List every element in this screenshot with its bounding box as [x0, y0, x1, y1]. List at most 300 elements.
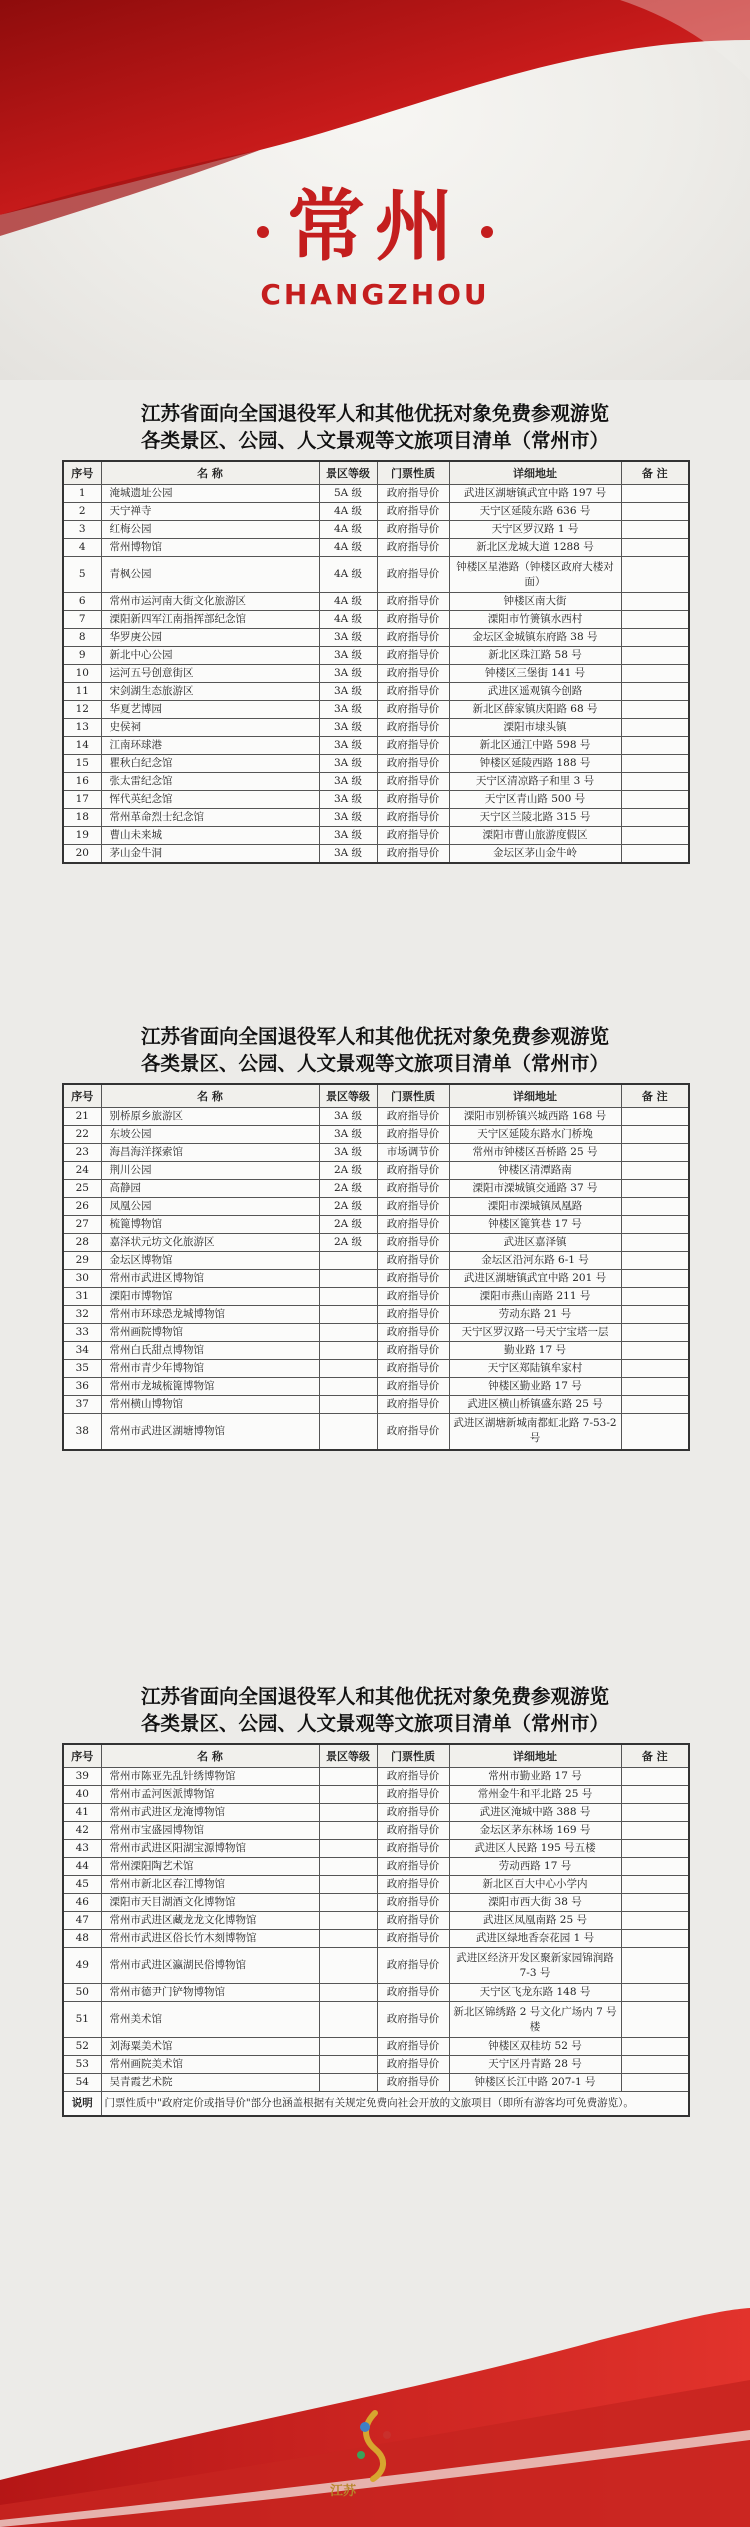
table-row — [63, 521, 689, 539]
cell-no: 47 — [63, 1912, 101, 1930]
cell-level — [319, 1840, 377, 1858]
cell-name: 吴青霞艺术院 — [101, 2074, 319, 2092]
cell-nature: 政府指导价 — [377, 701, 449, 719]
cell-level: 3A 级 — [319, 647, 377, 665]
cell-name: 常州市武进区瀛湖民俗博物馆 — [101, 1948, 319, 1984]
cell-nature: 政府指导价 — [377, 503, 449, 521]
cell-address: 新北区百大中心小学内 — [449, 1876, 621, 1894]
section-3 — [62, 1683, 688, 2117]
cell-no: 42 — [63, 1822, 101, 1840]
cell-level: 2A 级 — [319, 1180, 377, 1198]
header-no: 序号 — [63, 1744, 101, 1768]
cell-address: 钟楼区星港路（钟楼区政府大楼对面） — [449, 557, 621, 593]
cell-level: 4A 级 — [319, 521, 377, 539]
cell-level — [319, 1912, 377, 1930]
cell-no: 36 — [63, 1378, 101, 1396]
cell-level — [319, 1378, 377, 1396]
city-subtitle: CHANGZHOU — [260, 278, 490, 311]
cell-remark — [621, 2002, 689, 2038]
cell-level: 3A 级 — [319, 1144, 377, 1162]
title-dot-right — [481, 226, 493, 238]
cell-nature: 政府指导价 — [377, 521, 449, 539]
cell-level: 5A 级 — [319, 485, 377, 503]
cell-name: 运河五号创意街区 — [101, 665, 319, 683]
cell-name: 溧阳新四军江南指挥部纪念馆 — [101, 611, 319, 629]
cell-remark — [621, 755, 689, 773]
cell-name: 常州市陈亚先乱针绣博物馆 — [101, 1768, 319, 1786]
section-2-title — [62, 1023, 688, 1077]
cell-address: 武进区绿地香奈花园 1 号 — [449, 1930, 621, 1948]
cell-no: 24 — [63, 1162, 101, 1180]
cell-address: 溧阳市埭头镇 — [449, 719, 621, 737]
cell-level: 3A 级 — [319, 755, 377, 773]
cell-name: 常州溧阳陶艺术馆 — [101, 1858, 319, 1876]
cell-address: 钟楼区勤业路 17 号 — [449, 1378, 621, 1396]
cell-name: 新北中心公园 — [101, 647, 319, 665]
table-row — [63, 1270, 689, 1288]
cell-address: 勤业路 17 号 — [449, 1342, 621, 1360]
cell-name: 常州博物馆 — [101, 539, 319, 557]
cell-nature: 政府指导价 — [377, 1894, 449, 1912]
cell-name: 梳篦博物馆 — [101, 1216, 319, 1234]
table-row — [63, 1858, 689, 1876]
cell-level: 3A 级 — [319, 845, 377, 863]
cell-nature: 政府指导价 — [377, 791, 449, 809]
cell-remark — [621, 1252, 689, 1270]
cell-name: 史侯祠 — [101, 719, 319, 737]
cell-name: 常州市环球恐龙城博物馆 — [101, 1306, 319, 1324]
cell-address: 天宁区丹青路 28 号 — [449, 2056, 621, 2074]
cell-address: 溧阳市竹箦镇水西村 — [449, 611, 621, 629]
cell-nature: 政府指导价 — [377, 1288, 449, 1306]
cell-no: 31 — [63, 1288, 101, 1306]
table-row — [63, 1984, 689, 2002]
table-row — [63, 1162, 689, 1180]
cell-name: 宋剑湖生态旅游区 — [101, 683, 319, 701]
cell-level — [319, 1252, 377, 1270]
cell-nature: 政府指导价 — [377, 809, 449, 827]
cell-level: 4A 级 — [319, 593, 377, 611]
cell-remark — [621, 1396, 689, 1414]
cell-name: 常州画院美术馆 — [101, 2056, 319, 2074]
cell-address: 钟楼区三堡街 141 号 — [449, 665, 621, 683]
cell-no: 39 — [63, 1768, 101, 1786]
section-3-title — [62, 1683, 688, 1737]
cell-name: 瞿秋白纪念馆 — [101, 755, 319, 773]
header-nature: 门票性质 — [377, 1744, 449, 1768]
table-row — [63, 701, 689, 719]
cell-remark — [621, 593, 689, 611]
cell-name: 茅山金牛洞 — [101, 845, 319, 863]
table-row — [63, 1306, 689, 1324]
table-row — [63, 1396, 689, 1414]
cell-nature: 政府指导价 — [377, 1108, 449, 1126]
table-3 — [62, 1743, 690, 2117]
cell-no: 23 — [63, 1144, 101, 1162]
cell-nature: 政府指导价 — [377, 593, 449, 611]
cell-level: 3A 级 — [319, 809, 377, 827]
cell-remark — [621, 1948, 689, 1984]
header-name: 名 称 — [101, 461, 319, 485]
cell-address: 武进区经济开发区聚新家园锦润路 7-3 号 — [449, 1948, 621, 1984]
cell-name: 常州美术馆 — [101, 2002, 319, 2038]
cell-name: 常州革命烈士纪念馆 — [101, 809, 319, 827]
table-row — [63, 1252, 689, 1270]
cell-nature: 政府指导价 — [377, 1984, 449, 2002]
cell-address: 新北区珠江路 58 号 — [449, 647, 621, 665]
cell-no: 12 — [63, 701, 101, 719]
cell-no: 32 — [63, 1306, 101, 1324]
cell-remark — [621, 719, 689, 737]
cell-level: 4A 级 — [319, 557, 377, 593]
cell-nature: 政府指导价 — [377, 2002, 449, 2038]
cell-remark — [621, 1768, 689, 1786]
table-row — [63, 737, 689, 755]
header-name: 名 称 — [101, 1084, 319, 1108]
cell-nature: 政府指导价 — [377, 1234, 449, 1252]
cell-level — [319, 1804, 377, 1822]
cell-level — [319, 1288, 377, 1306]
cell-name: 金坛区博物馆 — [101, 1252, 319, 1270]
cell-nature: 政府指导价 — [377, 1216, 449, 1234]
cell-address: 常州市钟楼区吾桥路 25 号 — [449, 1144, 621, 1162]
table-row — [63, 485, 689, 503]
cell-no: 2 — [63, 503, 101, 521]
cell-nature: 政府指导价 — [377, 1930, 449, 1948]
cell-nature: 政府指导价 — [377, 1270, 449, 1288]
cell-remark — [621, 1180, 689, 1198]
table-1 — [62, 460, 690, 864]
cell-remark — [621, 1306, 689, 1324]
header-banner — [0, 0, 750, 380]
cell-name: 曹山未来城 — [101, 827, 319, 845]
table-row — [63, 1768, 689, 1786]
table-row — [63, 1198, 689, 1216]
cell-no: 10 — [63, 665, 101, 683]
cell-no: 20 — [63, 845, 101, 863]
header-remark: 备 注 — [621, 461, 689, 485]
cell-nature: 政府指导价 — [377, 1324, 449, 1342]
cell-address: 天宁区罗汉路一号天宁宝塔一层 — [449, 1324, 621, 1342]
cell-address: 金坛区金城镇东府路 38 号 — [449, 629, 621, 647]
cell-name: 淹城遗址公园 — [101, 485, 319, 503]
cell-no: 13 — [63, 719, 101, 737]
cell-name: 常州横山博物馆 — [101, 1396, 319, 1414]
cell-name: 溧阳市天目湖酒文化博物馆 — [101, 1894, 319, 1912]
cell-address: 新北区龙城大道 1288 号 — [449, 539, 621, 557]
jiangsu-tourism-logo-icon — [345, 2405, 405, 2485]
cell-level — [319, 1324, 377, 1342]
cell-level: 3A 级 — [319, 773, 377, 791]
table-row — [63, 539, 689, 557]
cell-address: 溧阳市燕山南路 211 号 — [449, 1288, 621, 1306]
table-row — [63, 1288, 689, 1306]
cell-nature: 政府指导价 — [377, 2056, 449, 2074]
cell-name: 华罗庚公园 — [101, 629, 319, 647]
cell-nature: 政府指导价 — [377, 755, 449, 773]
cell-level — [319, 1306, 377, 1324]
cell-remark — [621, 1288, 689, 1306]
table-row — [63, 665, 689, 683]
cell-nature: 政府指导价 — [377, 1360, 449, 1378]
cell-no: 9 — [63, 647, 101, 665]
cell-remark — [621, 1360, 689, 1378]
cell-no: 37 — [63, 1396, 101, 1414]
city-title — [0, 182, 750, 272]
city-title-text: 常州 — [286, 182, 463, 272]
cell-remark — [621, 1894, 689, 1912]
cell-level: 4A 级 — [319, 503, 377, 521]
cell-no: 21 — [63, 1108, 101, 1126]
cell-remark — [621, 1162, 689, 1180]
cell-nature: 政府指导价 — [377, 1822, 449, 1840]
cell-remark — [621, 827, 689, 845]
cell-no: 25 — [63, 1180, 101, 1198]
header-no: 序号 — [63, 1084, 101, 1108]
table-row — [63, 1414, 689, 1450]
cell-remark — [621, 701, 689, 719]
cell-nature: 政府指导价 — [377, 557, 449, 593]
cell-address: 武进区湖塘镇武宜中路 197 号 — [449, 485, 621, 503]
cell-name: 青枫公园 — [101, 557, 319, 593]
cell-name: 溧阳市博物馆 — [101, 1288, 319, 1306]
cell-address: 天宁区清凉路子和里 3 号 — [449, 773, 621, 791]
cell-nature: 政府指导价 — [377, 539, 449, 557]
cell-address: 溧阳市别桥镇兴城西路 168 号 — [449, 1108, 621, 1126]
cell-nature: 政府指导价 — [377, 1342, 449, 1360]
cell-nature: 政府指导价 — [377, 1378, 449, 1396]
cell-address: 天宁区飞龙东路 148 号 — [449, 1984, 621, 2002]
table-row — [63, 1108, 689, 1126]
cell-address: 新北区通江中路 598 号 — [449, 737, 621, 755]
cell-level — [319, 1270, 377, 1288]
cell-no: 30 — [63, 1270, 101, 1288]
cell-nature: 政府指导价 — [377, 773, 449, 791]
cell-nature: 政府指导价 — [377, 1804, 449, 1822]
cell-remark — [621, 1126, 689, 1144]
cell-nature: 政府指导价 — [377, 665, 449, 683]
cell-name: 常州画院博物馆 — [101, 1324, 319, 1342]
cell-name: 常州市运河南大街文化旅游区 — [101, 593, 319, 611]
cell-address: 金坛区茅山金牛岭 — [449, 845, 621, 863]
cell-address: 劳动东路 21 号 — [449, 1306, 621, 1324]
table-row — [63, 1216, 689, 1234]
cell-name: 江南环球港 — [101, 737, 319, 755]
table-row — [63, 1786, 689, 1804]
cell-level: 2A 级 — [319, 1162, 377, 1180]
cell-remark — [621, 1930, 689, 1948]
cell-remark — [621, 1858, 689, 1876]
table-row — [63, 719, 689, 737]
cell-remark — [621, 773, 689, 791]
cell-address: 天宁区延陵东路 636 号 — [449, 503, 621, 521]
cell-remark — [621, 1378, 689, 1396]
table-row — [63, 1876, 689, 1894]
cell-nature: 政府指导价 — [377, 1162, 449, 1180]
cell-level — [319, 1768, 377, 1786]
cell-level: 3A 级 — [319, 665, 377, 683]
cell-address: 溧阳市溧城镇交通路 37 号 — [449, 1180, 621, 1198]
table-row — [63, 1804, 689, 1822]
cell-remark — [621, 1108, 689, 1126]
cell-name: 常州白氏甜点博物馆 — [101, 1342, 319, 1360]
cell-address: 金坛区沿河东路 6-1 号 — [449, 1252, 621, 1270]
section-1 — [62, 400, 688, 864]
cell-level — [319, 1786, 377, 1804]
cell-no: 49 — [63, 1948, 101, 1984]
cell-name: 刘海粟美术馆 — [101, 2038, 319, 2056]
cell-no: 33 — [63, 1324, 101, 1342]
header-level: 景区等级 — [319, 461, 377, 485]
header-no: 序号 — [63, 461, 101, 485]
cell-remark — [621, 629, 689, 647]
cell-level — [319, 1984, 377, 2002]
table-row — [63, 755, 689, 773]
table-1-body — [63, 485, 689, 863]
cell-no: 40 — [63, 1786, 101, 1804]
cell-remark — [621, 647, 689, 665]
cell-name: 荆川公园 — [101, 1162, 319, 1180]
table-row — [63, 1324, 689, 1342]
cell-nature: 政府指导价 — [377, 2074, 449, 2092]
cell-no: 44 — [63, 1858, 101, 1876]
footer-red-wave — [0, 2280, 750, 2527]
cell-name: 华夏艺博园 — [101, 701, 319, 719]
cell-remark — [621, 1234, 689, 1252]
cell-level — [319, 1822, 377, 1840]
cell-address: 天宁区兰陵北路 315 号 — [449, 809, 621, 827]
cell-nature: 政府指导价 — [377, 611, 449, 629]
cell-level — [319, 2056, 377, 2074]
cell-no: 46 — [63, 1894, 101, 1912]
header-remark: 备 注 — [621, 1744, 689, 1768]
cell-name: 常州市新北区春江博物馆 — [101, 1876, 319, 1894]
section-title-line1: 江苏省面向全国退役军人和其他优抚对象免费参观游览 — [140, 402, 609, 425]
cell-nature: 政府指导价 — [377, 1180, 449, 1198]
cell-address: 新北区锦绣路 2 号文化广场内 7 号楼 — [449, 2002, 621, 2038]
cell-name: 嘉泽状元坊文化旅游区 — [101, 1234, 319, 1252]
cell-name: 别桥原乡旅游区 — [101, 1108, 319, 1126]
cell-remark — [621, 485, 689, 503]
cell-no: 19 — [63, 827, 101, 845]
cell-remark — [621, 503, 689, 521]
cell-level — [319, 2074, 377, 2092]
cell-no: 41 — [63, 1804, 101, 1822]
cell-address: 钟楼区篦箕巷 17 号 — [449, 1216, 621, 1234]
cell-no: 35 — [63, 1360, 101, 1378]
cell-no: 14 — [63, 737, 101, 755]
cell-level — [319, 1948, 377, 1984]
header-nature: 门票性质 — [377, 1084, 449, 1108]
table-2-body — [63, 1108, 689, 1450]
cell-remark — [621, 611, 689, 629]
cell-no: 22 — [63, 1126, 101, 1144]
cell-name: 常州市武进区阳湖宝源博物馆 — [101, 1840, 319, 1858]
table-row — [63, 2056, 689, 2074]
header-address: 详细地址 — [449, 461, 621, 485]
note-label: 说明 — [63, 2092, 101, 2116]
table-row — [63, 2038, 689, 2056]
cell-address: 武进区横山桥镇盛东路 25 号 — [449, 1396, 621, 1414]
cell-nature: 政府指导价 — [377, 1768, 449, 1786]
cell-remark — [621, 809, 689, 827]
table-row — [63, 2074, 689, 2092]
cell-remark — [621, 2074, 689, 2092]
cell-level — [319, 1414, 377, 1450]
table-row — [63, 2002, 689, 2038]
cell-name: 张太雷纪念馆 — [101, 773, 319, 791]
cell-address: 天宁区罗汉路 1 号 — [449, 521, 621, 539]
table-row — [63, 1948, 689, 1984]
table-3-body — [63, 1768, 689, 2092]
table-row — [63, 1180, 689, 1198]
cell-remark — [621, 1804, 689, 1822]
cell-address: 武进区淹城中路 388 号 — [449, 1804, 621, 1822]
cell-level: 3A 级 — [319, 701, 377, 719]
cell-no: 45 — [63, 1876, 101, 1894]
cell-address: 武进区人民路 195 号五楼 — [449, 1840, 621, 1858]
cell-name: 常州市武进区龙淹博物馆 — [101, 1804, 319, 1822]
cell-name: 天宁禅寺 — [101, 503, 319, 521]
cell-nature: 政府指导价 — [377, 629, 449, 647]
table-row — [63, 791, 689, 809]
table-2 — [62, 1083, 690, 1451]
cell-level: 2A 级 — [319, 1234, 377, 1252]
cell-no: 3 — [63, 521, 101, 539]
cell-level: 3A 级 — [319, 719, 377, 737]
cell-level — [319, 1396, 377, 1414]
table-row — [63, 557, 689, 593]
section-title-line2: 各类景区、公园、人文景观等文旅项目清单（常州市） — [140, 1712, 609, 1735]
cell-no: 51 — [63, 2002, 101, 2038]
cell-address: 常州金牛和平北路 25 号 — [449, 1786, 621, 1804]
cell-level — [319, 2038, 377, 2056]
table-row — [63, 1840, 689, 1858]
cell-level — [319, 2002, 377, 2038]
cell-address: 钟楼区延陵西路 188 号 — [449, 755, 621, 773]
table-row — [63, 1930, 689, 1948]
cell-nature: 政府指导价 — [377, 647, 449, 665]
cell-no: 18 — [63, 809, 101, 827]
cell-nature: 政府指导价 — [377, 737, 449, 755]
cell-address: 武进区湖塘镇武宜中路 201 号 — [449, 1270, 621, 1288]
cell-remark — [621, 1270, 689, 1288]
cell-no: 52 — [63, 2038, 101, 2056]
cell-remark — [621, 1324, 689, 1342]
cell-remark — [621, 1912, 689, 1930]
table-row — [63, 1822, 689, 1840]
cell-address: 钟楼区清潭路南 — [449, 1162, 621, 1180]
cell-no: 7 — [63, 611, 101, 629]
cell-name: 恽代英纪念馆 — [101, 791, 319, 809]
title-dot-left — [257, 226, 269, 238]
cell-remark — [621, 1876, 689, 1894]
cell-name: 常州市武进区博物馆 — [101, 1270, 319, 1288]
logo-text: 江苏 — [330, 2484, 357, 2499]
cell-address: 武进区湖塘新城南都虹北路 7-53-2 号 — [449, 1414, 621, 1450]
cell-remark — [621, 2056, 689, 2074]
cell-remark — [621, 845, 689, 863]
cell-nature: 政府指导价 — [377, 1252, 449, 1270]
cell-no: 15 — [63, 755, 101, 773]
cell-address: 武进区凤凰南路 25 号 — [449, 1912, 621, 1930]
cell-level: 3A 级 — [319, 683, 377, 701]
cell-remark — [621, 2038, 689, 2056]
cell-name: 常州市龙城梳篦博物馆 — [101, 1378, 319, 1396]
cell-remark — [621, 1822, 689, 1840]
table-row — [63, 827, 689, 845]
cell-no: 11 — [63, 683, 101, 701]
